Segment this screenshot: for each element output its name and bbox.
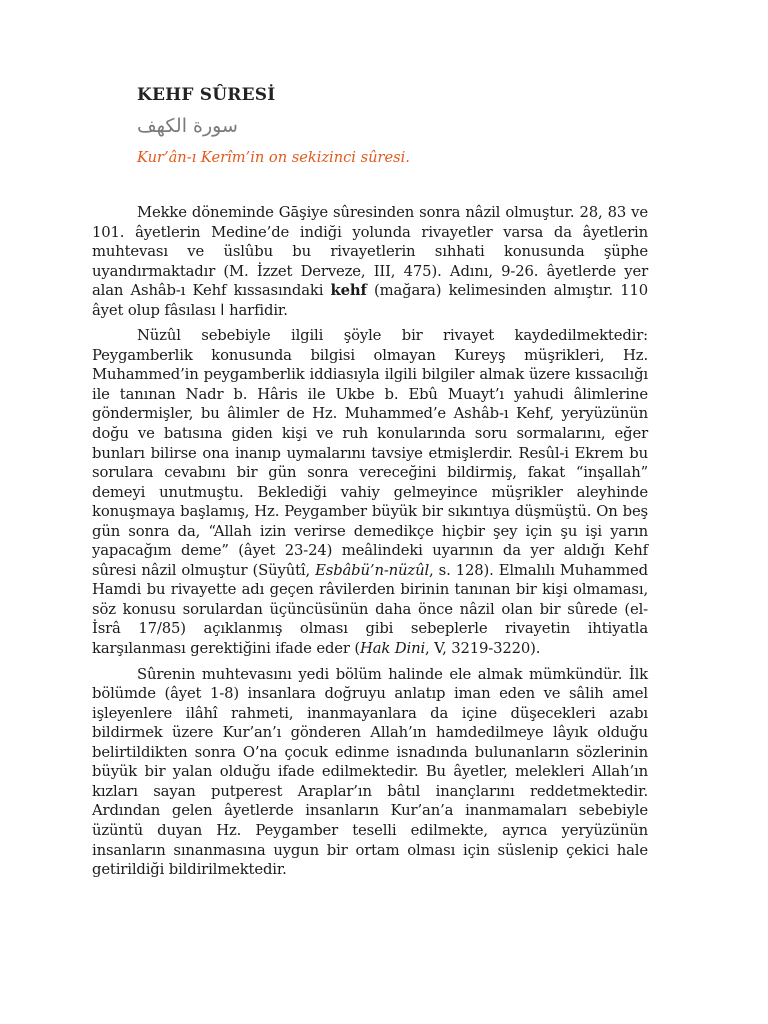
italic-text-run: Esbâbü’n-nüzûl (315, 561, 430, 579)
document-body (92, 203, 648, 886)
text-run: (mağara) kelimesinden almıştır. 110 âyet olup fâsılası ا harfidir. (92, 282, 648, 319)
text-run: Sûrenin muhtevasını yedi bölüm halinde ele almak mümkündür. İlk bölümde (âyet 1-8) insanlara doğruyu anlatıp iman eden ve sâlih amel işleyenlere ilâhî rahmeti, inanmayanlara da içine düşecekleri azabı bildirmek üzere Kur’an’ı gönderen Allah’ın hamdedilmeye lâyık olduğu belirtildikten sonra O’na çocuk edinme isnadında bulunanların sözlerinin büyük bir yalan olduğu ifade edilmektedir. Bu âyetler, melekleri Allah’ın kızları sayan putperest Araplar’ın bâtıl inançlarını reddetmektedir. Ardından gelen âyetlerde insanların Kur’an’a inanmamaları sebebiyle üzüntü duyan Hz. Peygamber teselli edilmekte, ayrıca yeryüzünün insanların sınanmasına uygun bir ortam olması için süslenip çekici hale getirildiği bildirilmektedir. (92, 665, 648, 879)
text-run: Mekke döneminde Gāşiye sûresinden sonra nâzil olmuştur. 28, 83 ve 101. âyetlerin Medine’de indiği yolunda rivayetler varsa da âyetlerin muhtevası ve üslûbu bu rivayetlerin sıhhati konusunda şüphe uyandırmaktadır (M. İzzet Derveze, III, 475). Adını, 9-26. âyetlerde yer alan Ashâb-ı Kehf kıssasındaki (92, 204, 648, 300)
text-run: Nüzûl sebebiyle ilgili şöyle bir rivayet kaydedilmektedir: Peygamberlik konusunda bilgisi olmayan Kureyş müşrikleri, Hz. Muhammed’in peygamberlik iddiasıyla ilgili bilgiler almak üzere kıssacılığı ile tanınan Nadr b. Hâris ile Ukbe b. Ebû Muayt’ı yahudi âlimlerine göndermişler, bu âlimler de Hz. Muhammed’e Ashâb-ı Kehf, yeryüzünün doğu ve batısına giden kişi ve ruh konularında soru sormalarını, eğer bunları bilirse ona inanıp uymalarını tavsiye etmişlerdir. Resûl-i Ekrem bu sorulara cevabını bir gün sonra vereceğini bildirmiş, fakat “inşallah” demeyi unutmuştu. Beklediği vahiy gelmeyince müşrikler aleyhinde konuşmaya başlamış, Hz. Peygamber büyük bir sıkıntıya düşmüştü. On beş gün sonra da, “Allah izin verirse demedikçe hiçbir şey için şu işi yarın yapacağım deme” (âyet 23-24) meâlindeki uyarının da yer aldığı Kehf sûresi nâzil olmuştur (Süyûtî, (92, 327, 648, 579)
document-header (137, 84, 637, 168)
text-run: , V, 3219-3220). (425, 640, 541, 658)
paragraph-1 (92, 203, 648, 320)
surah-title: KEHF SÛRESİ (137, 85, 276, 105)
paragraph-2 (92, 326, 648, 658)
surah-subtitle: Kur’ân-ı Kerîm’in on sekizinci sûresi. (137, 149, 410, 166)
bold-text-run: kehf (330, 282, 367, 300)
italic-text-run: Hak Dini (359, 640, 426, 658)
paragraph-3 (92, 665, 648, 880)
text-run: , s. 128). Elmalılı Muhammed Hamdi bu rivayette adı geçen râvilerden birinin tanınan bir kişi olmaması, söz konusu sorulardan üçüncüsünün daha önce nâzil olan bir sûrede (el-İsrâ 17/85) açıklanmış olması gibi sebeplerle rivayetin ihtiyatla karşılanması gerektiğini ifade eder ( (92, 561, 648, 658)
surah-arabic-title: سورة الكهف (137, 115, 238, 137)
